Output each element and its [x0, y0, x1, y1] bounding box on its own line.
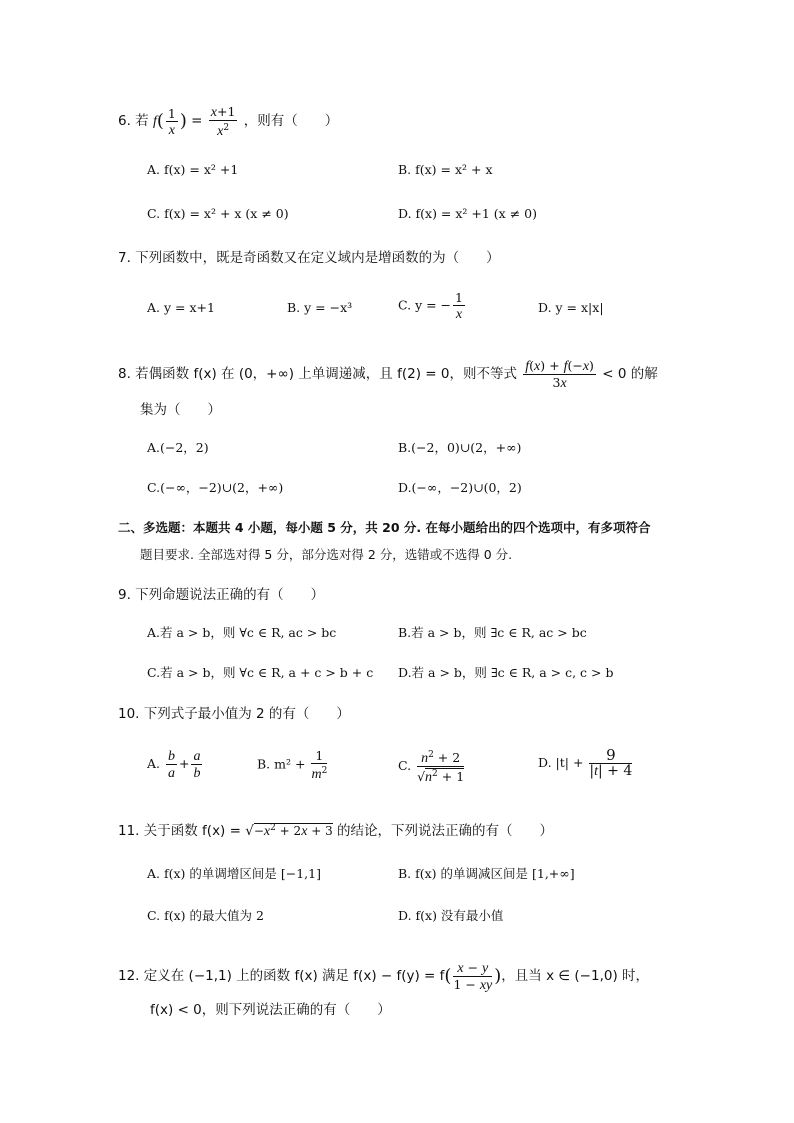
fraction-x-minus-y-over-1-minus-xy: $\frac{x - y}{1 - xy}$ — [453, 960, 493, 993]
question-6-stem: 6. 若 f( $\frac{1}{x}$ ) = $\frac{x+1}{x^2}$ ，则有（ ） — [118, 104, 339, 140]
q7-option-d[interactable]: D. y = x|x| — [538, 300, 604, 315]
q11-stem-post: 的结论，下列说法正确的有（ ） — [332, 823, 554, 839]
q8-stem-b: < 0 的解 — [602, 366, 658, 382]
q7-option-c[interactable] — [398, 290, 467, 322]
q11-option-b[interactable]: B. f(x) 的单调减区间是 [1,+∞] — [398, 866, 575, 881]
fraction-1-over-x: $\frac{1}{x}$ — [455, 290, 463, 322]
q8-option-c[interactable]: C.(−∞，−2)∪(2，+∞) — [147, 480, 284, 495]
q10-option-c[interactable] — [398, 748, 466, 785]
q6-option-d[interactable]: D. f(x) = x² +1 (x ≠ 0) — [398, 206, 537, 221]
q9-option-a[interactable]: A.若 a > b，则 ∀c ∈ R, ac > bc — [147, 625, 337, 640]
question-12-stem-cont: f(x) < 0，则下列说法正确的有（ ） — [150, 1002, 391, 1018]
q7-option-b[interactable]: B. y = −x³ — [287, 300, 353, 315]
q6-option-a[interactable]: A. f(x) = x² +1 — [147, 162, 239, 177]
question-7-stem: 7. 下列函数中，既是奇函数又在定义域内是增函数的为（ ） — [118, 250, 500, 266]
q11-option-d[interactable]: D. f(x) 没有最小值 — [398, 908, 504, 923]
question-10-stem: 10. 下列式子最小值为 2 的有（ ） — [118, 706, 350, 722]
question-8-stem-cont: 集为（ ） — [140, 402, 221, 418]
q12-stem-pre: 12. 定义在 (−1,1) 上的函数 f(x) 满足 f(x) − f(y) = f — [118, 968, 445, 984]
fraction-b-over-a: $\frac{b}{a}$ — [168, 749, 175, 781]
q10-option-d-label: D. |t| + — [538, 755, 584, 770]
fraction-1-over-x: $\frac{1}{x}$ — [167, 105, 176, 138]
q6-option-b[interactable]: B. f(x) = x² + x — [398, 162, 493, 177]
q9-option-d[interactable]: D.若 a > b，则 ∃c ∈ R, a > c, c > b — [398, 665, 614, 680]
q11-option-a[interactable]: A. f(x) 的单调增区间是 [−1,1] — [147, 866, 321, 881]
q10-option-d[interactable] — [538, 748, 634, 779]
q6-option-c[interactable]: C. f(x) = x² + x (x ≠ 0) — [147, 206, 289, 221]
q10-option-b[interactable] — [257, 748, 329, 782]
q6-stem-pre: 6. 若 — [118, 113, 153, 130]
q8-option-a[interactable]: A.(−2，2) — [147, 440, 209, 455]
fraction-n2-plus-2-over-sqrt: $\frac{n^2 + 2}{√n^2 + 1}$ — [417, 750, 465, 786]
question-12-stem: 12. 定义在 (−1,1) 上的函数 f(x) 满足 f(x) − f(y) = f( $\frac{x - y}{1 - xy}$ )，且当 x ∈ (−1,0) 时， — [118, 960, 650, 993]
q10-option-c-label: C. — [398, 758, 412, 774]
q9-option-b[interactable]: B.若 a > b，则 ∃c ∈ R, ac > bc — [398, 625, 587, 640]
q9-option-c[interactable]: C.若 a > b，则 ∀c ∈ R, a + c > b + c — [147, 665, 374, 680]
q11-option-c[interactable]: C. f(x) 的最大值为 2 — [147, 908, 264, 923]
q7-option-c-label: C. y = − — [398, 297, 452, 313]
fraction-x-plus-1-over-x2: $\frac{x+1}{x^2}$ — [210, 104, 236, 140]
question-9-stem: 9. 下列命题说法正确的有（ ） — [118, 587, 325, 603]
fraction-9-over-abs-t-plus-4: $\frac{9}{|t| + 4}$ — [589, 746, 633, 779]
q6-stem-post: ，则有（ ） — [243, 113, 339, 130]
q8-option-d[interactable]: D.(−∞，−2)∪(0，2) — [398, 480, 522, 495]
q7-option-a[interactable]: A. y = x+1 — [147, 300, 215, 315]
fraction-1-over-m2: $\frac{1}{m^2}$ — [311, 748, 328, 783]
q11-stem-pre: 11. 关于函数 f(x) = — [118, 823, 246, 839]
q10-option-a-label: A. — [147, 756, 161, 771]
section-2-title: 二、多选题：本题共 4 小题，每小题 5 分，共 20 分. 在每小题给出的四个选项中，有多项符合 — [118, 520, 651, 535]
section-2-instructions: 题目要求. 全部选对得 5 分，部分选对得 2 分，选错或不选得 0 分. — [140, 547, 513, 562]
q10-option-b-label: B. m² + — [257, 756, 306, 772]
q12-stem-post: ，且当 x ∈ (−1,0) 时， — [501, 968, 650, 984]
sqrt-expression: $√-x^2 + 2x + 3$ — [245, 823, 333, 839]
q8-stem-a: 8. 若偶函数 f(x) 在 (0，+∞) 上单调递减，且 f(2) = 0，则不等式 — [118, 366, 517, 382]
question-11-stem — [118, 818, 553, 842]
question-8-stem — [118, 358, 658, 391]
q10-option-a[interactable]: A. $\frac{b}{a}$ + $\frac{a}{b}$ — [147, 749, 201, 781]
fraction-a-over-b: $\frac{a}{b}$ — [193, 749, 201, 781]
fraction-inequality: $\frac{f(x) + f(-x)}{3x}$ — [525, 358, 594, 391]
q8-option-b[interactable]: B.(−2，0)∪(2，+∞) — [398, 440, 522, 455]
